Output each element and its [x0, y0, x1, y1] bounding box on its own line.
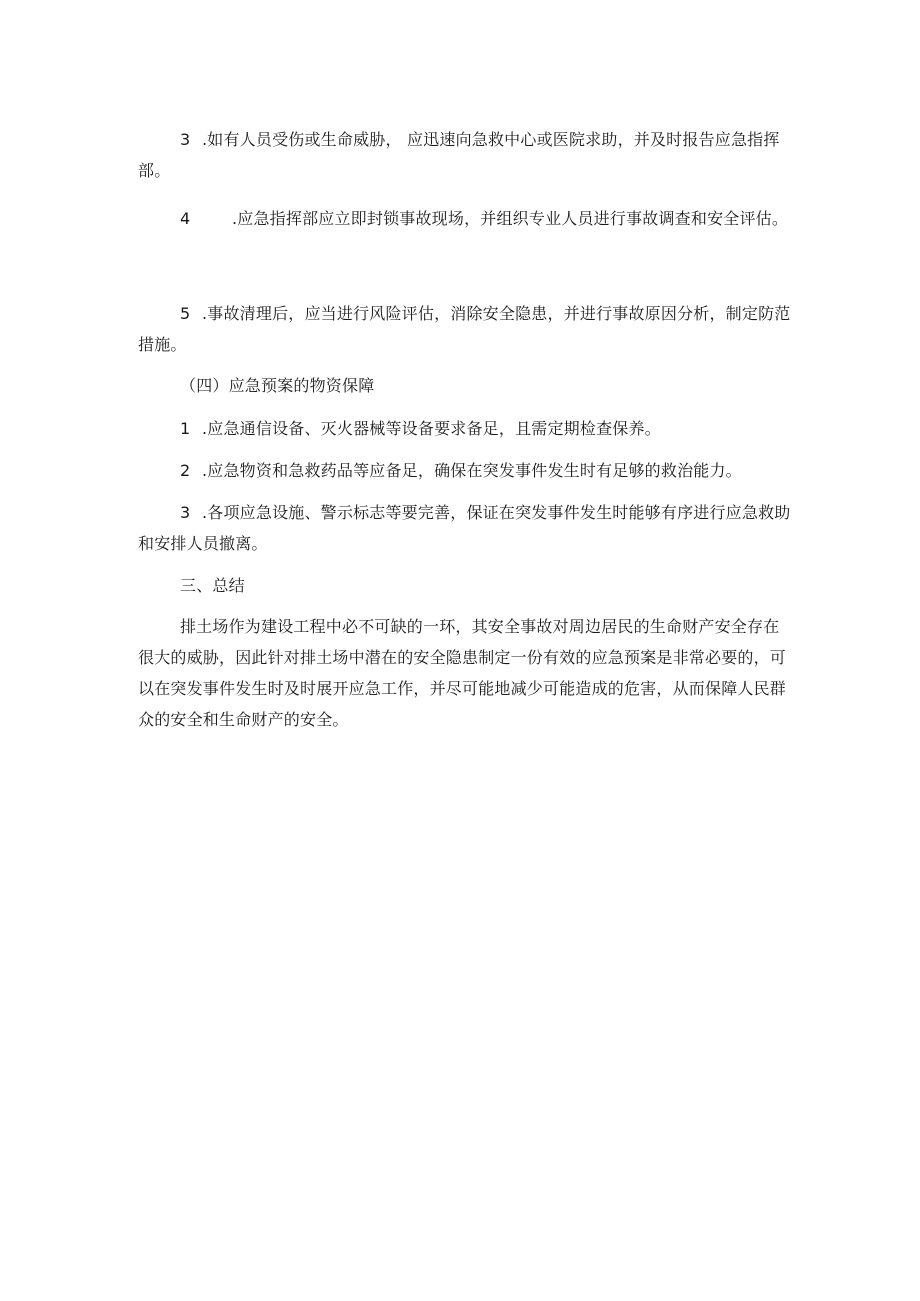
paragraph-item-4: [138, 198, 794, 240]
paragraph-text: .应急指挥部应立即封锁事故现场，并组织专业人员进行事故调查和安全评估。: [232, 209, 789, 228]
paragraph-text: .应急物资和急救药品等应备足，确保在突发事件发生时有足够的救治能力。: [202, 461, 742, 480]
section-heading-supplies: [138, 370, 794, 401]
item-number: 5: [180, 304, 191, 323]
paragraph-item-3: [138, 124, 794, 186]
paragraph-item-2: [138, 455, 794, 486]
paragraph-text: .应急通信设备、灭火器械等设备要求备足，且需定期检查保养。: [202, 419, 661, 438]
item-number: 3: [180, 503, 191, 522]
item-number: 3: [180, 130, 191, 149]
heading-text: （四）应急预案的物资保障: [180, 376, 375, 395]
paragraph-text: 排土场作为建设工程中必不可缺的一环，其安全事故对周边居民的生命财产安全存在很大的威胁，因此针对排土场中潜在的安全隐患制定一份有效的应急预案是非常必要的，可以在突发事件发生时及时展开应急工作，并尽可能地减少可能造成的危害，从而保障人民群众的安全和生命财产的安全。: [138, 617, 787, 729]
paragraph-text: .如有人员受伤或生命威胁， 应迅速向急救中心或医院求助，并及时报告应急指挥部。: [138, 130, 780, 180]
item-number: 4: [180, 209, 191, 228]
paragraph-item-3b: [138, 497, 794, 559]
paragraph-summary: [138, 611, 794, 735]
paragraph-item-1: [138, 413, 794, 444]
item-number: 1: [180, 419, 191, 438]
section-heading-summary: [138, 570, 794, 601]
item-number: 2: [180, 461, 191, 480]
heading-text: 三、总结: [180, 576, 245, 595]
paragraph-item-5: [138, 298, 794, 360]
paragraph-text: .事故清理后，应当进行风险评估，消除安全隐患，并进行事故原因分析，制定防范措施。: [138, 304, 791, 354]
paragraph-text: .各项应急设施、警示标志等要完善，保证在突发事件发生时能够有序进行应急救助和安排人员撤离。: [138, 503, 791, 553]
